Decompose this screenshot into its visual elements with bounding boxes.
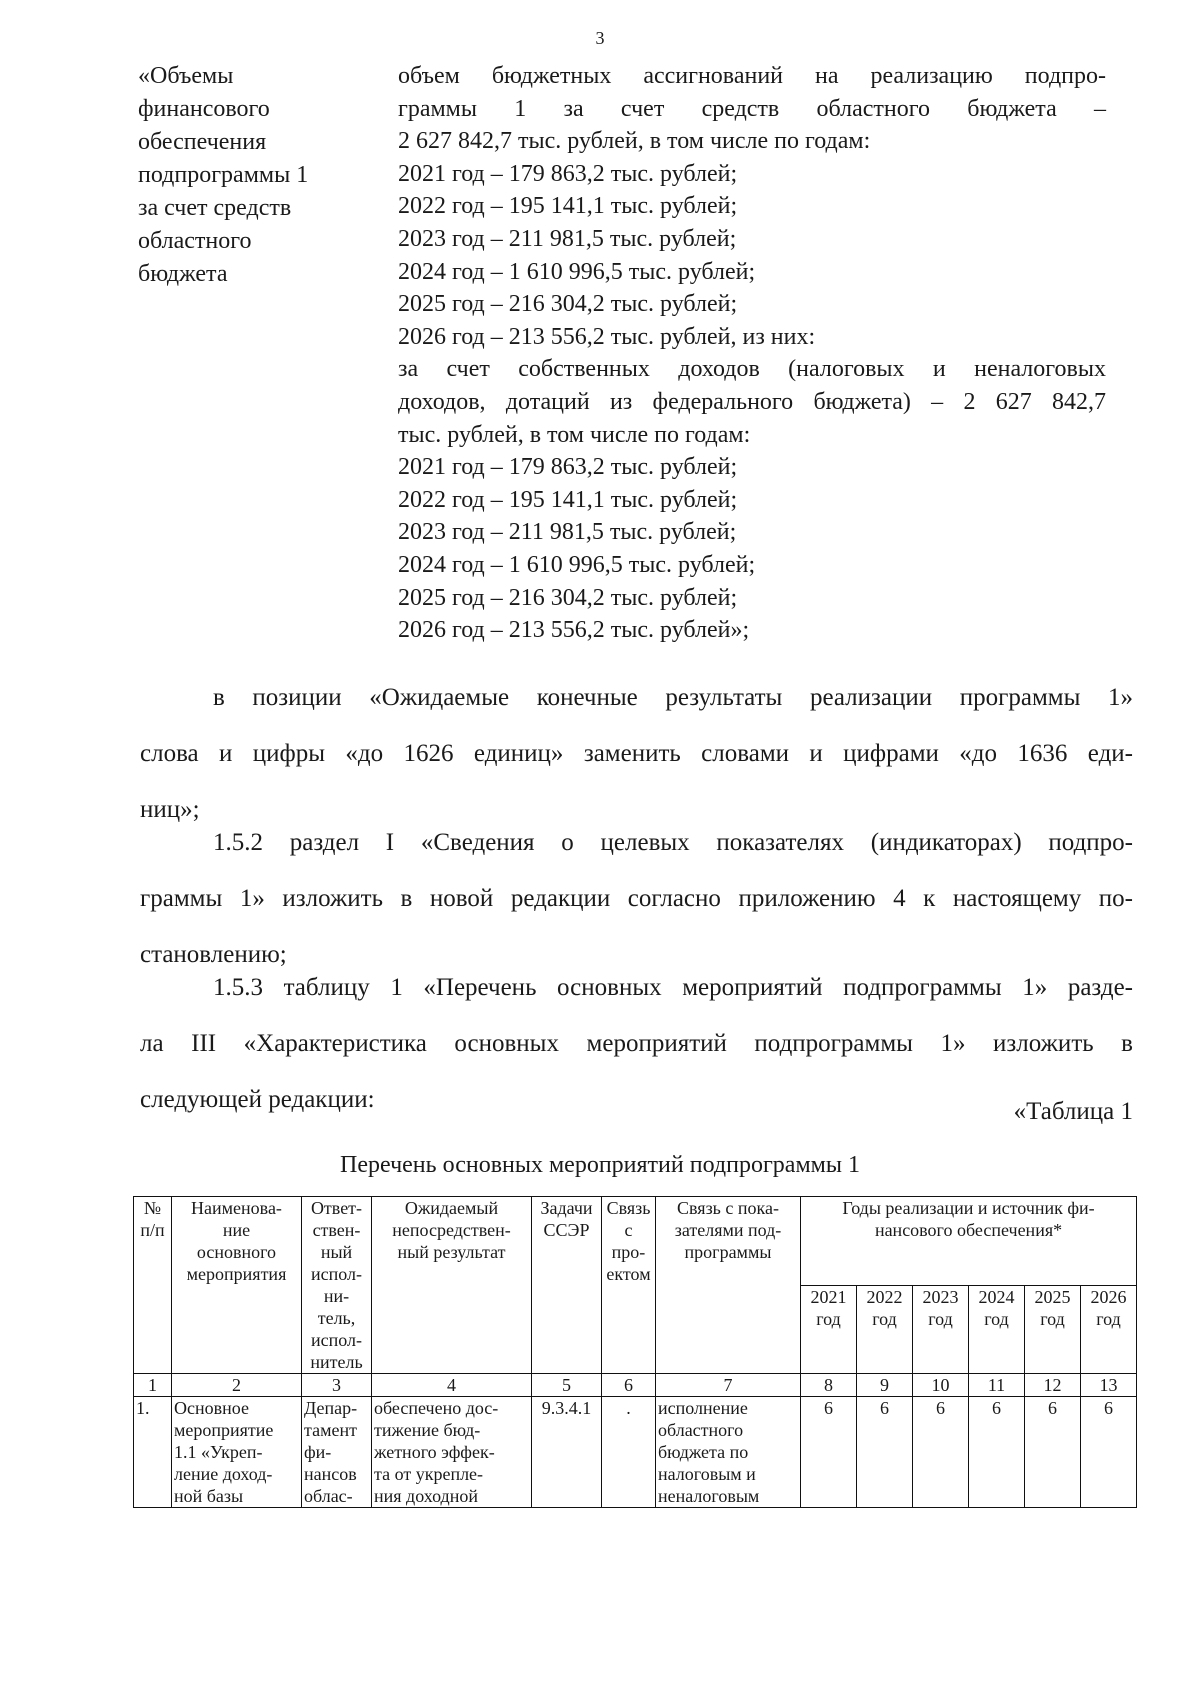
cell-line: мероприятие (174, 1420, 274, 1440)
header-text: ССЭР (543, 1220, 590, 1240)
row-year-value: 6 (857, 1397, 913, 1508)
header-result (372, 1197, 532, 1374)
cell-line: областного (658, 1420, 744, 1440)
header-text: Ответ- (310, 1198, 363, 1218)
table-title: Перечень основных мероприятий подпрограммы 1 (340, 1152, 860, 1178)
header-text: тель, (317, 1308, 356, 1328)
row-responsible (302, 1397, 372, 1508)
header-text: ствен- (312, 1220, 361, 1240)
measures-table (133, 1196, 1137, 1508)
cell-line: неналоговым (658, 1486, 760, 1506)
header-years-group (801, 1197, 1137, 1286)
finance-content-line: 2025 год – 216 304,2 тыс. рублей; (398, 584, 738, 611)
finance-content-line: 2024 год – 1 610 996,5 тыс. рублей; (398, 258, 756, 285)
header-responsible (302, 1197, 372, 1374)
finance-label-line: бюджета (138, 261, 228, 287)
cell-line: фи- (304, 1442, 332, 1462)
page-number: 3 (595, 28, 605, 48)
table-row (134, 1397, 1137, 1508)
finance-content-line: 2023 год – 211 981,5 тыс. рублей; (398, 519, 737, 546)
column-number: 5 (532, 1374, 602, 1397)
column-number: 6 (602, 1374, 656, 1397)
finance-label-line: «Объемы (138, 63, 234, 89)
cell-line: налоговым и (658, 1464, 756, 1484)
header-text: с (624, 1220, 633, 1240)
paragraph-line: ла III «Характеристика основных мероприятий подпрограммы 1» изложить в (140, 1030, 1133, 1057)
cell-line: ной базы (174, 1486, 244, 1506)
header-year (969, 1285, 1025, 1374)
finance-content-line: тыс. рублей, в том числе по годам: (398, 421, 751, 448)
finance-content-line: 2026 год – 213 556,2 тыс. рублей, из них: (398, 323, 816, 350)
header-text: испол- (311, 1264, 362, 1284)
header-text: Ожидаемый (404, 1198, 499, 1218)
header-year (857, 1285, 913, 1374)
row-tasks: 9.3.4.1 (532, 1397, 602, 1508)
header-text: основного (196, 1242, 277, 1262)
header-text: ни- (323, 1286, 350, 1306)
header-text: ектом (606, 1264, 651, 1284)
header-text: 2025 (1034, 1286, 1071, 1307)
paragraph-line: ниц»; (140, 796, 200, 823)
paragraph-line: 1.5.2 раздел I «Сведения о целевых показателях (индикаторах) подпро- (213, 829, 1133, 856)
paragraph-table-1 (140, 960, 1133, 1128)
table-header-row (134, 1197, 1137, 1286)
cell-line: Депар- (304, 1398, 358, 1418)
paragraph-line: следующей редакции: (140, 1086, 375, 1113)
cell-line: ния доходной (374, 1486, 478, 1506)
cell-line: бюджета по (658, 1442, 749, 1462)
paragraph-line: 1.5.3 таблицу 1 «Перечень основных мероприятий подпрограммы 1» разде- (213, 974, 1133, 1001)
row-year-value: 6 (913, 1397, 969, 1508)
cell-line: ление доход- (174, 1464, 273, 1484)
header-text: ный (320, 1242, 353, 1262)
row-result (372, 1397, 532, 1508)
header-text: про- (611, 1242, 646, 1262)
column-number: 1 (134, 1374, 172, 1397)
finance-content-line: 2022 год – 195 141,1 тыс. рублей; (398, 486, 738, 513)
paragraph-expected-results (140, 670, 1133, 838)
column-number: 12 (1025, 1374, 1081, 1397)
header-text: Задачи (540, 1198, 593, 1218)
header-year (913, 1285, 969, 1374)
paragraph-line: становлению; (140, 941, 287, 968)
header-text: 2024 (978, 1286, 1015, 1307)
paragraph-line: граммы 1» изложить в новой редакции согласно приложению 4 к настоящему по- (140, 885, 1133, 912)
cell-line: тижение бюд- (374, 1420, 481, 1440)
row-name (172, 1397, 302, 1508)
column-number: 4 (372, 1374, 532, 1397)
finance-content-line: 2021 год – 179 863,2 тыс. рублей; (398, 160, 738, 187)
row-indicators (656, 1397, 801, 1508)
finance-label-line: финансового (138, 96, 270, 122)
finance-content-line: 2024 год – 1 610 996,5 тыс. рублей; (398, 551, 756, 578)
header-name (172, 1197, 302, 1374)
column-number: 9 (857, 1374, 913, 1397)
cell-line: исполнение (658, 1398, 748, 1418)
cell-line: тамент (304, 1420, 357, 1440)
cell-line: 1.1 «Укреп- (174, 1442, 263, 1462)
header-text: 2023 (922, 1286, 959, 1307)
header-text: ный результат (397, 1242, 506, 1262)
header-text: 2026 (1090, 1286, 1127, 1307)
finance-label (138, 60, 398, 647)
finance-label-line: за счет средств (138, 195, 292, 221)
cell-line: та от укрепле- (374, 1464, 484, 1484)
paragraph-section-1 (140, 815, 1133, 983)
header-text: 2021 (810, 1286, 847, 1307)
header-year (801, 1285, 857, 1374)
header-num (134, 1197, 172, 1374)
finance-content-line: 2022 год – 195 141,1 тыс. рублей; (398, 193, 738, 220)
cell-line: Основное (174, 1398, 249, 1418)
header-text: год (1096, 1308, 1121, 1329)
row-year-value: 6 (1081, 1397, 1137, 1508)
header-text: ние (222, 1220, 251, 1240)
cell-line: нансов (304, 1464, 357, 1484)
finance-content-line: объем бюджетных ассигнований на реализацию подпро- (398, 63, 1106, 89)
row-num: 1. (134, 1397, 172, 1508)
finance-label-line: обеспечения (138, 129, 267, 155)
column-number: 8 (801, 1374, 857, 1397)
header-text: год (816, 1308, 841, 1329)
header-indicators (656, 1197, 801, 1374)
finance-block (138, 60, 1118, 647)
finance-content-line: доходов, дотаций из федерального бюджета) – 2 627 842,7 (398, 388, 1106, 415)
row-year-value: 6 (969, 1397, 1025, 1508)
finance-content-line: 2023 год – 211 981,5 тыс. рублей; (398, 225, 737, 252)
finance-content (398, 60, 1106, 647)
cell-line: облас- (304, 1486, 353, 1506)
header-text: год (872, 1308, 897, 1329)
header-text: Наименова- (191, 1198, 282, 1218)
cell-line: обеспечено дос- (374, 1398, 499, 1418)
header-text: программы (684, 1242, 772, 1262)
header-text: непосредствен- (392, 1220, 511, 1240)
header-text: Связь с пока- (677, 1198, 779, 1218)
column-number: 3 (302, 1374, 372, 1397)
header-text: Годы реализации и источник фи- (842, 1198, 1095, 1218)
header-text: год (1040, 1308, 1065, 1329)
header-text: Связь (606, 1198, 651, 1218)
row-year-value: 6 (1025, 1397, 1081, 1508)
header-project (602, 1197, 656, 1374)
column-number-row (134, 1374, 1137, 1397)
header-tasks (532, 1197, 602, 1374)
header-text: испол- (311, 1330, 362, 1350)
header-text: зателями под- (674, 1220, 782, 1240)
header-text: год (984, 1308, 1009, 1329)
finance-label-line: подпрограммы 1 (138, 162, 309, 188)
column-number: 10 (913, 1374, 969, 1397)
row-project: . (602, 1397, 656, 1508)
finance-content-line: 2021 год – 179 863,2 тыс. рублей; (398, 454, 738, 481)
finance-label-line: областного (138, 228, 252, 254)
column-number: 7 (656, 1374, 801, 1397)
header-text: мероприятия (186, 1264, 287, 1284)
column-number: 11 (969, 1374, 1025, 1397)
header-year (1081, 1285, 1137, 1374)
column-number: 13 (1081, 1374, 1137, 1397)
finance-content-line: 2025 год – 216 304,2 тыс. рублей; (398, 291, 738, 318)
header-text: нансового обеспечения* (874, 1220, 1063, 1240)
header-text: № (143, 1198, 162, 1218)
header-text: п/п (140, 1220, 165, 1240)
finance-content-line: за счет собственных доходов (налоговых и неналоговых (398, 356, 1106, 383)
header-text: нитель (310, 1352, 363, 1372)
header-text: 2022 (866, 1286, 903, 1307)
paragraph-line: слова и цифры «до 1626 единиц» заменить словами и цифрами «до 1636 еди- (140, 740, 1133, 767)
column-number: 2 (172, 1374, 302, 1397)
table-label: «Таблица 1 (1013, 1098, 1133, 1125)
finance-content-line: 2 627 842,7 тыс. рублей, в том числе по годам: (398, 128, 871, 155)
cell-line: жетного эффек- (374, 1442, 495, 1462)
finance-content-line: 2026 год – 213 556,2 тыс. рублей»; (398, 617, 750, 644)
row-year-value: 6 (801, 1397, 857, 1508)
finance-content-line: граммы 1 за счет средств областного бюджета – (398, 95, 1106, 122)
header-text: год (928, 1308, 953, 1329)
header-year (1025, 1285, 1081, 1374)
paragraph-line: в позиции «Ожидаемые конечные результаты реализации программы 1» (213, 684, 1133, 711)
